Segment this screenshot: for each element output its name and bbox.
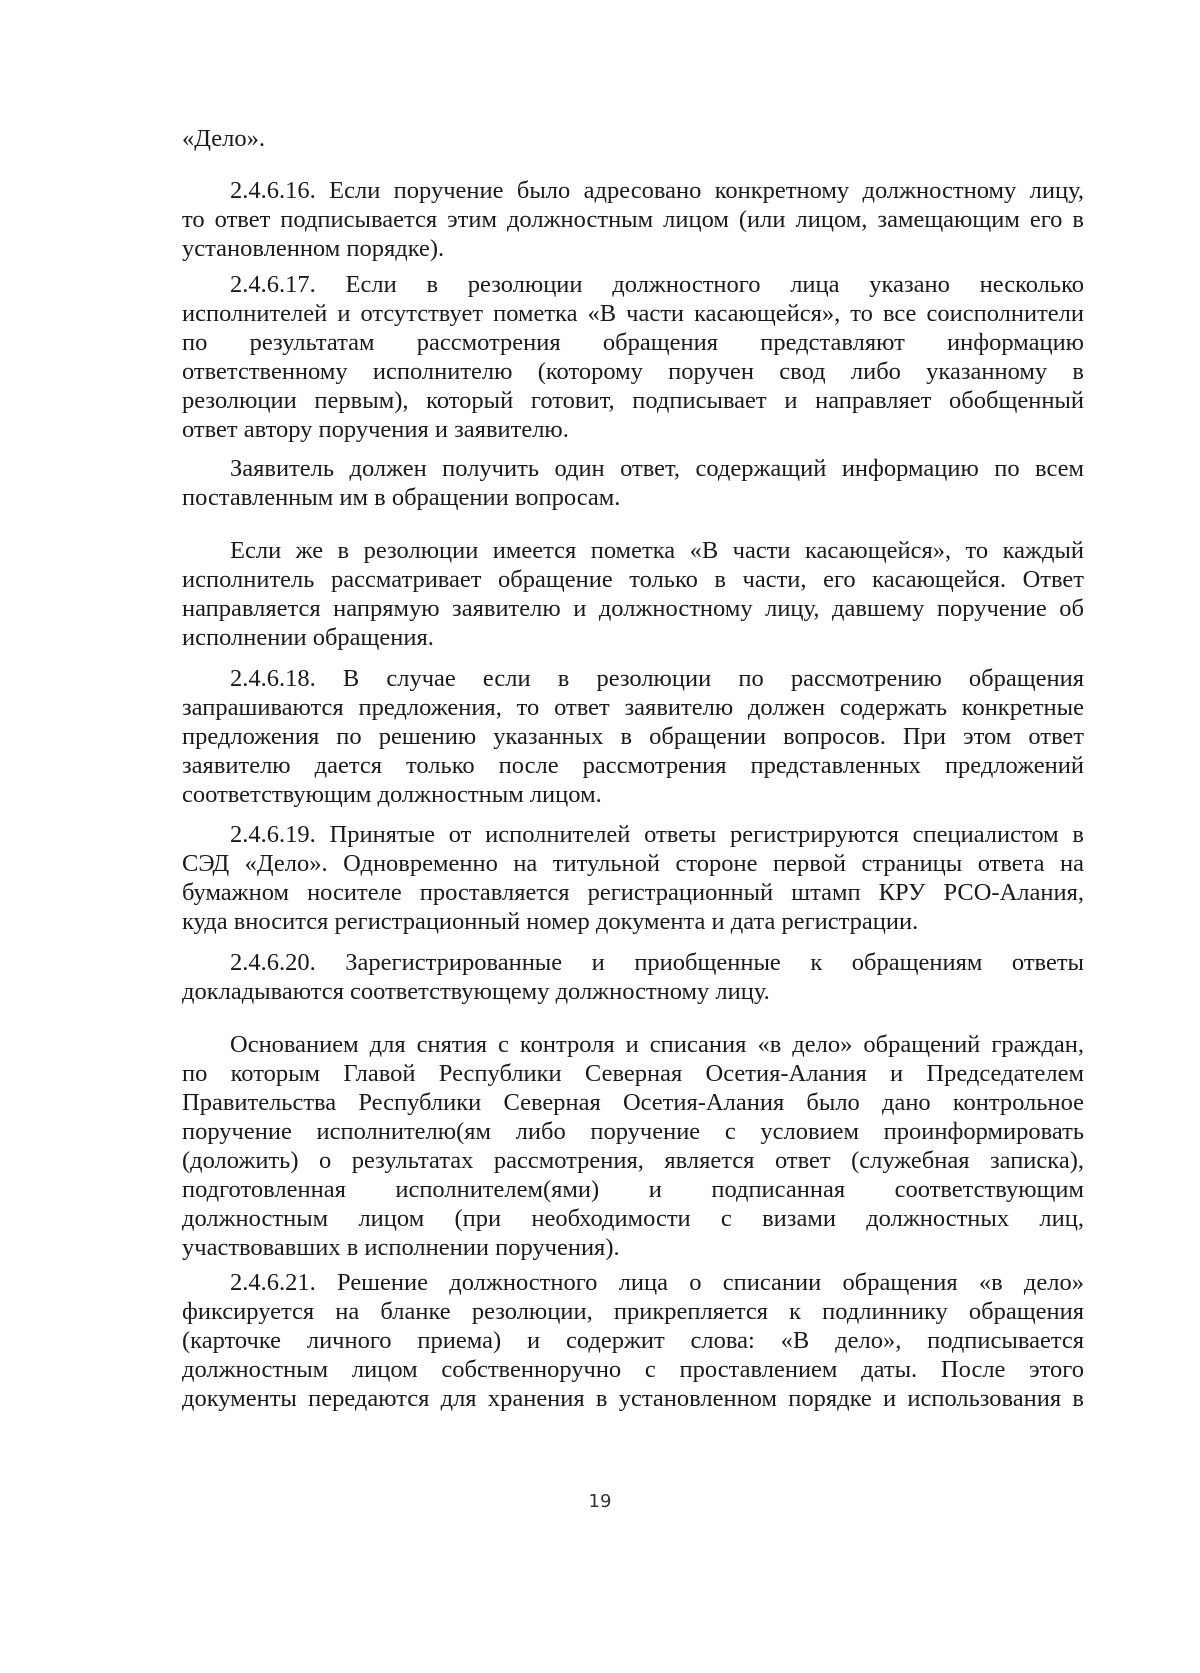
text-line: исполнителей и отсутствует пометка «В части касающейся», то все соисполнители	[182, 300, 1084, 327]
text-line: по которым Главой Республики Северная Осетия-Алания и Председателем	[182, 1060, 1084, 1087]
text-line: заявителю дается только после рассмотрения представленных предложений	[182, 752, 1084, 779]
text-line: ответственному исполнителю (которому поручен свод либо указанному в	[182, 358, 1084, 385]
text-line: бумажном носителе проставляется регистрационный штамп КРУ РСО-Алания,	[182, 879, 1084, 906]
text-line: предложения по решению указанных в обращении вопросов. При этом ответ	[182, 723, 1084, 750]
text-line: докладываются соответствующему должностному лицу.	[182, 978, 770, 1005]
text-line: Основанием для снятия с контроля и списания «в дело» обращений граждан,	[230, 1031, 1084, 1058]
text-line: соответствующим должностным лицом.	[182, 781, 602, 808]
paragraph-2-4-6-20	[182, 948, 1084, 1006]
text-line: Заявитель должен получить один ответ, содержащий информацию по всем	[230, 455, 1084, 482]
text-line: подготовленная исполнителем(ями) и подписанная соответствующим	[182, 1176, 1084, 1203]
text-line: 2.4.6.18. В случае если в резолюции по рассмотрению обращения	[230, 665, 1084, 692]
paragraph-partial-resolution	[182, 536, 1084, 652]
text-line: исполнении обращения.	[182, 624, 434, 651]
paragraph-single-answer	[182, 454, 1084, 512]
text-line: 2.4.6.16. Если поручение было адресовано конкретному должностному лицу,	[230, 177, 1084, 204]
text-line: 2.4.6.20. Зарегистрированные и приобщенные к обращениям ответы	[230, 949, 1084, 976]
text-line: резолюции первым), который готовит, подписывает и направляет обобщенный	[182, 387, 1084, 414]
text-line: СЭД «Дело». Одновременно на титульной стороне первой страницы ответа на	[182, 850, 1084, 877]
paragraph-2-4-6-17	[182, 270, 1084, 444]
paragraph-2-4-6-16	[182, 176, 1084, 263]
paragraph-control-removal-basis	[182, 1030, 1084, 1262]
text-line: 2.4.6.21. Решение должностного лица о списании обращения «в дело»	[230, 1269, 1084, 1296]
text-line: 2.4.6.17. Если в резолюции должностного лица указано несколько	[230, 271, 1084, 298]
text-line: поручение исполнителю(ям либо поручение с условием проинформировать	[182, 1118, 1084, 1145]
text-line: куда вносится регистрационный номер документа и дата регистрации.	[182, 908, 919, 935]
text-line: документы передаются для хранения в установленном порядке и использования в	[182, 1385, 1084, 1412]
text-line: Правительства Республики Северная Осетия-Алания было дано контрольное	[182, 1089, 1084, 1116]
text-line: то ответ подписывается этим должностным лицом (или лицом, замещающим его в	[182, 206, 1084, 233]
text-line: 2.4.6.19. Принятые от исполнителей ответы регистрируются специалистом в	[230, 821, 1084, 848]
paragraph-2-4-6-21	[182, 1268, 1084, 1413]
text-line: должностным лицом собственноручно с проставлением даты. После этого	[182, 1356, 1084, 1383]
page-number: 19	[588, 1491, 612, 1512]
text-line: ответ автору поручения и заявителю.	[182, 416, 569, 443]
text-line: исполнитель рассматривает обращение только в части, его касающейся. Ответ	[182, 566, 1084, 593]
text-line: должностным лицом (при необходимости с визами должностных лиц,	[182, 1205, 1084, 1232]
text-line: поставленным им в обращении вопросам.	[182, 484, 621, 511]
text-line: установленном порядке).	[182, 235, 445, 262]
text-line: по результатам рассмотрения обращения представляют информацию	[182, 329, 1084, 356]
text-line: фиксируется на бланке резолюции, прикрепляется к подлиннику обращения	[182, 1298, 1084, 1325]
paragraph-2-4-6-18	[182, 664, 1084, 809]
paragraph-delo-continuation	[182, 124, 1084, 153]
text-line: запрашиваются предложения, то ответ заявителю должен содержать конкретные	[182, 694, 1084, 721]
text-line: «Дело».	[182, 125, 265, 152]
paragraph-2-4-6-19	[182, 820, 1084, 936]
text-line: направляется напрямую заявителю и должностному лицу, давшему поручение об	[182, 595, 1084, 622]
text-line: (доложить) о результатах рассмотрения, является ответ (служебная записка),	[182, 1147, 1084, 1174]
text-line: Если же в резолюции имеется пометка «В части касающейся», то каждый	[230, 537, 1084, 564]
text-line: участвовавших в исполнении поручения).	[182, 1234, 620, 1261]
text-line: (карточке личного приема) и содержит слова: «В дело», подписывается	[182, 1327, 1084, 1354]
